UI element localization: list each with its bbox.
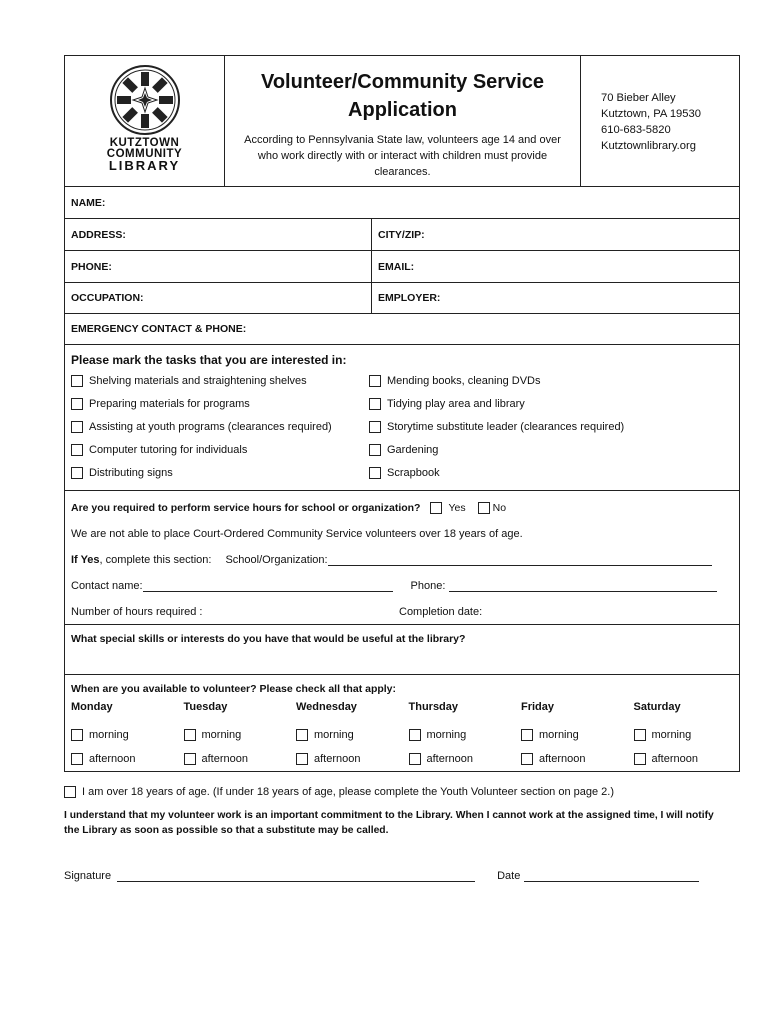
task-computer-tutoring[interactable] (71, 442, 369, 458)
date-label: Date (497, 870, 521, 882)
monday-afternoon[interactable] (71, 747, 184, 771)
checkbox[interactable] (409, 729, 421, 741)
contact-phone-label: Phone: (410, 580, 446, 592)
task-scrapbook[interactable] (369, 465, 733, 481)
checkbox[interactable] (184, 729, 196, 741)
hours-required-label: Number of hours required : (71, 606, 203, 618)
afternoon-label: afternoon (201, 753, 248, 765)
name-row[interactable] (65, 187, 739, 219)
morning-label: morning (426, 729, 467, 741)
checkbox[interactable] (634, 753, 646, 765)
employer-label: EMPLOYER: (378, 292, 441, 304)
city-zip-field[interactable] (372, 219, 431, 250)
checkbox[interactable] (409, 753, 421, 765)
friday-afternoon[interactable] (521, 747, 634, 771)
contact-phone-field[interactable] (449, 581, 717, 592)
phone-row (65, 251, 739, 283)
if-yes-label: If Yes (71, 554, 100, 566)
library-name-line2: COMMUNITY (106, 148, 183, 160)
morning-label: morning (651, 729, 692, 741)
wednesday-afternoon[interactable] (296, 747, 409, 771)
task-distributing-signs[interactable] (71, 465, 369, 481)
morning-label: morning (89, 729, 129, 741)
day-thursday: Thursday (408, 701, 459, 713)
checkbox[interactable] (369, 398, 381, 410)
checkbox[interactable] (71, 398, 83, 410)
task-label: Scrapbook (387, 467, 440, 479)
tasks-heading: Please mark the tasks that you are interested in: (71, 353, 347, 367)
city-zip-label: CITY/ZIP: (378, 228, 425, 241)
day-monday: Monday (71, 701, 113, 713)
clearance-notice: According to Pennsylvania State law, volunteers age 14 and over who work directly with or interact with children must provide clearances. (244, 134, 561, 178)
task-label: Tidying play area and library (387, 398, 525, 410)
service-hours-section (65, 491, 739, 625)
checkbox[interactable] (369, 421, 381, 433)
friday-morning[interactable] (521, 723, 634, 747)
morning-label: morning (539, 729, 579, 741)
checkbox[interactable] (521, 753, 533, 765)
application-form (64, 55, 740, 772)
task-label: Assisting at youth programs (clearances required) (89, 421, 332, 433)
afternoon-label: afternoon (89, 753, 136, 765)
name-field-label: NAME: (71, 196, 106, 209)
service-yes-label: Yes (448, 502, 466, 514)
day-wednesday: Wednesday (296, 701, 357, 713)
task-mending[interactable] (369, 373, 733, 389)
afternoon-label: afternoon (539, 753, 586, 765)
phone-label: PHONE: (71, 260, 112, 273)
service-question: Are you required to perform service hours for school or organization? (71, 502, 421, 514)
service-no-checkbox[interactable] (478, 502, 490, 514)
address-label: ADDRESS: (71, 228, 126, 241)
occupation-row (65, 283, 739, 314)
task-label: Shelving materials and straightening shelves (89, 375, 307, 387)
morning-label: morning (314, 729, 354, 741)
age-confirmation (64, 784, 744, 800)
checkbox[interactable] (71, 729, 83, 741)
saturday-morning[interactable] (634, 723, 747, 747)
checkbox[interactable] (369, 467, 381, 479)
hours-line (71, 599, 733, 625)
service-yes-checkbox[interactable] (430, 502, 442, 514)
school-org-field[interactable] (328, 555, 712, 566)
signature-label: Signature (64, 870, 112, 882)
tasks-grid (71, 373, 733, 481)
if-yes-text: , complete this section: (99, 554, 212, 566)
completion-date-label: Completion date: (399, 606, 483, 618)
library-name-line3: LIBRARY (108, 158, 181, 173)
library-logo (65, 56, 225, 186)
checkbox[interactable] (71, 753, 83, 765)
task-youth-programs[interactable] (71, 419, 369, 435)
library-address (581, 56, 739, 186)
occupation-field[interactable] (65, 283, 372, 313)
day-friday: Friday (521, 701, 555, 713)
library-name (107, 138, 182, 171)
wednesday-morning[interactable] (296, 723, 409, 747)
thursday-morning[interactable] (409, 723, 522, 747)
day-tuesday: Tuesday (183, 701, 228, 713)
library-phone: 610-683-5820 (601, 124, 671, 136)
if-yes-line (71, 547, 733, 573)
day-saturday: Saturday (633, 701, 681, 713)
availability-section (65, 675, 739, 771)
contact-name-label: Contact name: (71, 580, 143, 592)
address-street: 70 Bieber Alley (601, 92, 676, 104)
age-check-label: I am over 18 years of age. (If under 18 years of age, please complete the Youth Volunteer section on page 2.) (82, 786, 615, 798)
form-header (65, 56, 739, 187)
task-label: Preparing materials for programs (89, 398, 250, 410)
tasks-section (65, 345, 739, 491)
afternoon-label: afternoon (651, 753, 698, 765)
afternoon-label: afternoon (426, 753, 473, 765)
library-emblem-icon (108, 64, 182, 136)
tuesday-morning[interactable] (184, 723, 297, 747)
checkbox[interactable] (71, 375, 83, 387)
age-check[interactable] (64, 784, 744, 800)
signature-field[interactable] (117, 871, 475, 882)
availability-grid (71, 701, 733, 771)
checkbox[interactable] (296, 753, 308, 765)
emergency-row[interactable] (65, 314, 739, 345)
availability-question: When are you available to volunteer? Please check all that apply: (71, 683, 397, 695)
checkbox[interactable] (296, 729, 308, 741)
service-question-line (71, 495, 733, 521)
address-row (65, 219, 739, 251)
email-field[interactable] (372, 251, 420, 282)
contact-name-field[interactable] (143, 581, 393, 592)
date-field[interactable] (524, 871, 699, 882)
signature-line (64, 870, 744, 882)
skills-section[interactable] (65, 625, 739, 675)
address-field[interactable] (65, 219, 372, 250)
checkbox[interactable] (369, 444, 381, 456)
contact-line (71, 573, 733, 599)
email-label: EMAIL: (378, 260, 415, 273)
form-title-line1: Volunteer/Community Service (260, 71, 545, 93)
skills-question: What special skills or interests do you have that would be useful at the library? (71, 633, 466, 645)
task-label: Storytime substitute leader (clearances required) (387, 421, 625, 433)
address-city: Kutztown, PA 19530 (601, 108, 701, 120)
checkbox[interactable] (71, 467, 83, 479)
afternoon-label: afternoon (314, 753, 361, 765)
checkbox[interactable] (634, 729, 646, 741)
school-org-label: School/Organization: (225, 554, 328, 566)
task-shelving[interactable] (71, 373, 369, 389)
task-label: Gardening (387, 444, 439, 456)
task-preparing[interactable] (71, 396, 369, 412)
tuesday-afternoon[interactable] (184, 747, 297, 771)
checkbox[interactable] (184, 753, 196, 765)
employer-field[interactable] (372, 283, 446, 313)
saturday-afternoon[interactable] (634, 747, 747, 771)
checkbox[interactable] (521, 729, 533, 741)
thursday-afternoon[interactable] (409, 747, 522, 771)
morning-label: morning (201, 729, 242, 741)
form-title-block (225, 56, 581, 186)
task-label: Computer tutoring for individuals (89, 444, 248, 456)
monday-morning[interactable] (71, 723, 184, 747)
library-name-line1: KUTZTOWN (109, 137, 180, 149)
task-label: Distributing signs (89, 467, 173, 479)
service-no-label: No (492, 502, 507, 514)
library-website: Kutztownlibrary.org (601, 140, 696, 152)
task-tidying[interactable] (369, 396, 733, 412)
checkbox[interactable] (71, 421, 83, 433)
court-ordered-note: We are not able to place Court-Ordered Community Service volunteers over 18 years of age. (71, 528, 523, 540)
task-label: Mending books, cleaning DVDs (387, 375, 541, 387)
form-title (225, 68, 580, 124)
age-checkbox[interactable] (64, 786, 76, 798)
task-storytime[interactable] (369, 419, 733, 435)
checkbox[interactable] (71, 444, 83, 456)
phone-field[interactable] (65, 251, 372, 282)
form-title-line2: Application (348, 99, 457, 121)
task-gardening[interactable] (369, 442, 733, 458)
checkbox[interactable] (369, 375, 381, 387)
occupation-label: OCCUPATION: (71, 292, 144, 304)
emergency-contact-label: EMERGENCY CONTACT & PHONE: (71, 323, 247, 335)
commitment-statement: I understand that my volunteer work is an important commitment to the Library. When I cannot work at the assigned time, I will notify the Library as soon as possible so that a substitute may be called. (64, 810, 714, 836)
